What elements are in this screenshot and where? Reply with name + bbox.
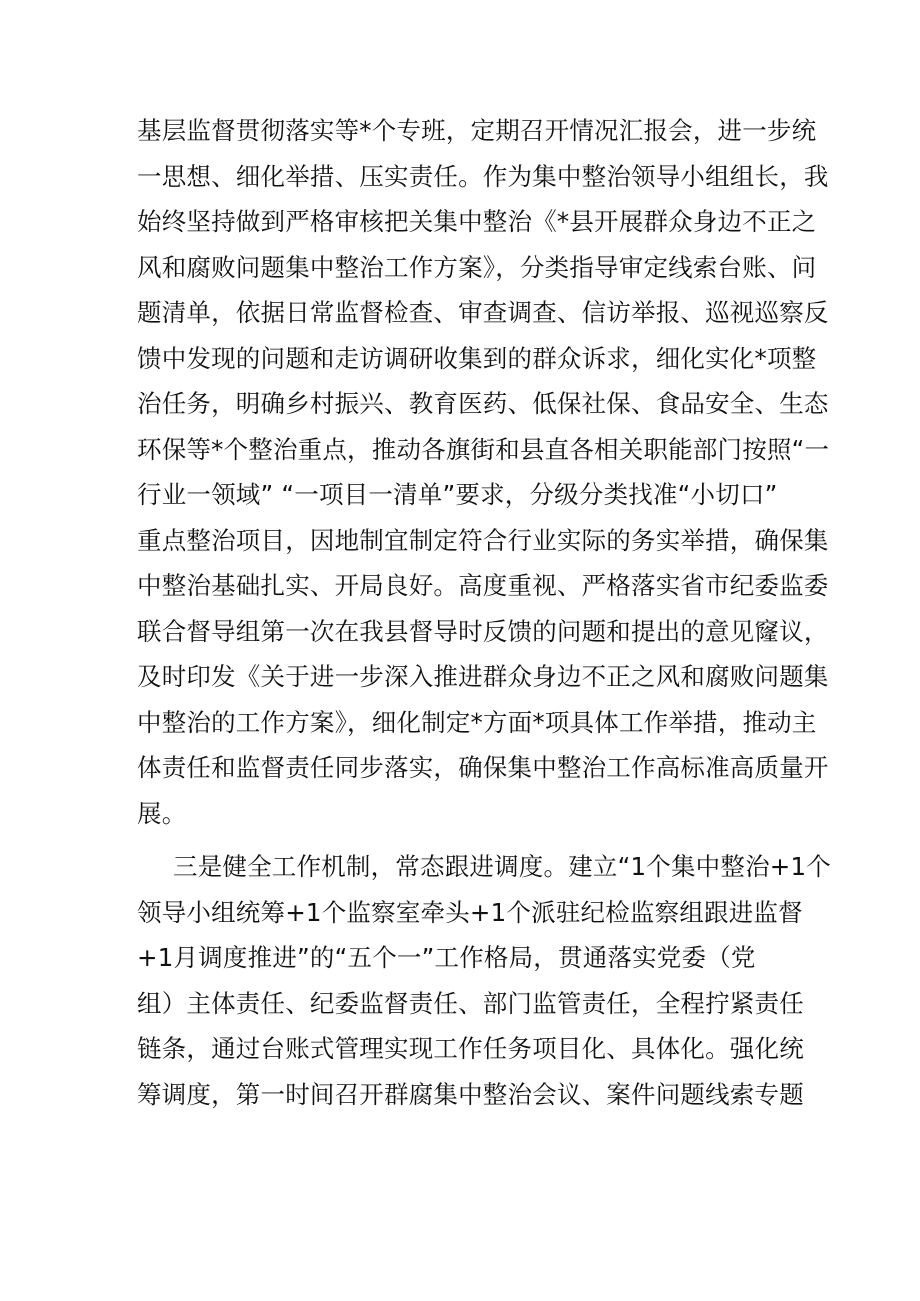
text-line: 展。 [137, 798, 187, 828]
text-line: 行业一领域” “一项目一清单”要求，分级分类找准“小切口” [137, 480, 778, 509]
text-line: 三是健全工作机制，常态跟进调度。建立“1个集中整治+1个 [173, 852, 831, 881]
text-line: 始终坚持做到严格审核把关集中整治《*县开展群众身边不正之 [137, 207, 817, 236]
text-line: 中整治的工作方案》，细化制定*方面*项具体工作举措，推动主 [137, 707, 817, 737]
text-line: 体责任和监督责任同步落实，确保集中整治工作高标准高质量开 [137, 753, 829, 782]
text-line: 领导小组统筹+1个监察室牵头+1个派驻纪检监察组跟进监督 [137, 897, 803, 927]
text-line: 题清单，依据日常监督检查、审查调查、信访举报、巡视巡察反 [137, 298, 829, 327]
text-line: 重点整治项目，因地制宜制定符合行业实际的务实举措，确保集 [137, 525, 829, 555]
text-line: 馈中发现的问题和走访调研收集到的群众诉求，细化实化*项整 [137, 343, 817, 373]
text-line: 链条，通过台账式管理实现工作任务项目化、具体化。强化统 [137, 1034, 804, 1063]
text-line: +1月调度推进”的“五个一”工作格局，贯通落实党委（党 [137, 943, 756, 972]
text-line: 环保等*个整治重点，推动各旗街和县直各相关职能部门按照“一 [137, 434, 830, 464]
paragraph-2 [137, 844, 831, 1117]
paragraph-spacer [137, 836, 785, 844]
text-line: 组）主体责任、纪委监督责任、部门监管责任，全程拧紧责任 [137, 988, 804, 1018]
text-line: 筹调度，第一时间召开群腐集中整治会议、案件问题线索专题 [137, 1079, 804, 1109]
body-text [137, 108, 831, 1117]
text-line: 中整治基础扎实、开局良好。高度重视、严格落实省市纪委监委 [137, 571, 829, 600]
text-line: 基层监督贯彻落实等*个专班，定期召开情况汇报会，进一步统 [137, 116, 817, 145]
text-line: 风和腐败问题集中整治工作方案》，分类指导审定线索台账、问 [137, 252, 817, 282]
text-line: 联合督导组第一次在我县督导时反馈的问题和提出的意见窿议， [137, 616, 829, 646]
text-line: 一思想、细化举措、压实责任。作为集中整治领导小组组长，我 [137, 161, 829, 191]
text-line: 及时印发《关于进一步深入推进群众身边不正之风和腐败问题集 [137, 662, 829, 691]
paragraph-1 [137, 108, 830, 836]
text-line: 治任务，明确乡村振兴、教育医药、低保社保、食品安全、生态 [137, 389, 829, 418]
